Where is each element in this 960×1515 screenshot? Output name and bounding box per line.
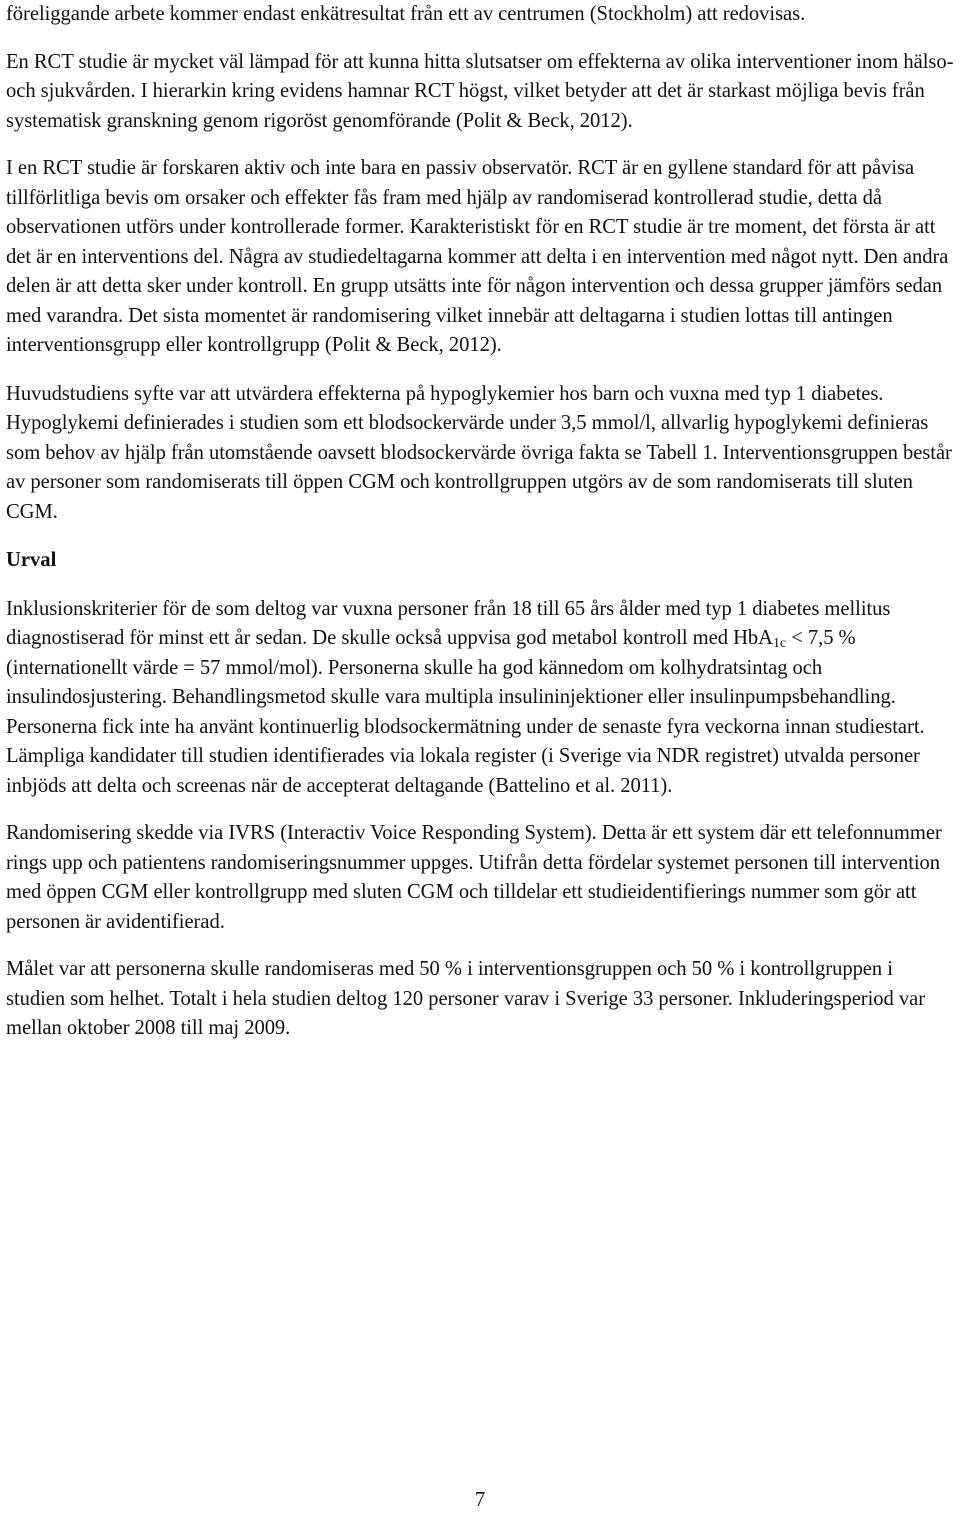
paragraph-rct-characteristics: I en RCT studie är forskaren aktiv och inte bara en passiv observatör. RCT är en gyllene standard för att påvisa tillförlitliga bevis om orsaker och effekter fås fram med hjälp av randomiserad kontrollerad studie, detta då observationen utförs under kontrollerade former. Karakteristiskt för en RCT studie är tre moment, det första är att det är en interventions del. Några av studiedeltagarna kommer att delta i en intervention med något nytt. Den andra delen är att detta sker under kontroll. En grupp utsätts inte för någon intervention och dessa grupper jämförs sedan med varandra. Det sista momentet är randomisering vilket innebär att deltagarna i studien lottas till antingen interventionsgrupp eller kontrollgrupp (Polit & Beck, 2012).	[6, 157, 949, 356]
paragraph-target-allocation: Målet var att personerna skulle randomiseras med 50 % i interventionsgruppen och 50 % i kontrollgruppen i studien som helhet. Totalt i hela studien deltog 120 personer varav i Sverige 33 personer. Inkluderingsperiod var mellan oktober 2008 till maj 2009.	[6, 958, 926, 1039]
paragraph-study-aim: Huvudstudiens syfte var att utvärdera effekterna på hypoglykemier hos barn och vuxna med typ 1 diabetes. Hypoglykemi definierades i studien som ett blodsockervärde under 3,5 mmol/l, allvarlig hypoglykemi definieras som behov av hjälp från utomstående oavsett blodsockervärde övriga fakta se Tabell 1. Interventionsgruppen består av personer som randomiserats till öppen CGM och kontrollgruppen utgörs av de som randomiserats till sluten CGM.	[6, 382, 952, 523]
inclusion-text-end: < 7,5 % (internationellt värde = 57 mmol/mol). Personerna skulle ha god kännedom om kolhydratsintag och insulindosjustering. Behandlingsmetod skulle vara multipla insulininjektioner eller insulinpumpsbehandling. Personerna fick inte ha använt kontinuerlig blodsockermätning under de senaste fyra veckorna innan studiestart. Lämpliga kandidater till studien identifierades via lokala register (i Sverige via NDR registret) utvalda personer inbjöds att delta och screenas när de accepterat deltagande (Battelino et al. 2011).	[6, 627, 925, 797]
paragraph-randomisation: Randomisering skedde via IVRS (Interactiv Voice Responding System). Detta är ett system där ett telefonnummer rings upp och patientens randomiseringsnummer uppges. Utifrån detta fördelar systemet personen till intervention med öppen CGM eller kontrollgrupp med sluten CGM och tilldelar ett studieidentifierings nummer som gör att personen är avidentifierad.	[6, 822, 942, 933]
paragraph-rct-overview: En RCT studie är mycket väl lämpad för att kunna hitta slutsatser om effekterna av olika interventioner inom hälso-och sjukvården. I hierarkin kring evidens hamnar RCT högst, vilket betyder att det är starkast möjliga bevis från systematisk granskning genom rigoröst genomförande (Polit & Beck, 2012).	[6, 50, 954, 132]
paragraph-intro-continuation: föreliggande arbete kommer endast enkätresultat från ett av centrumen (Stockholm) att redovisas.	[6, 3, 806, 25]
hba1c-subscript: 1c	[772, 636, 787, 651]
section-heading-urval: Urval	[6, 549, 57, 571]
page-number: 7	[474, 1489, 486, 1511]
document-page	[6, 0, 956, 1044]
paragraph-inclusion-criteria	[6, 595, 956, 802]
inclusion-text-start: Inklusionskriterier för de som deltog var vuxna personer från 18 till 65 års ålder med typ 1 diabetes mellitus diagnostiserad för minst ett år sedan. De skulle också uppvisa god metabol kontroll med HbA	[6, 597, 891, 649]
